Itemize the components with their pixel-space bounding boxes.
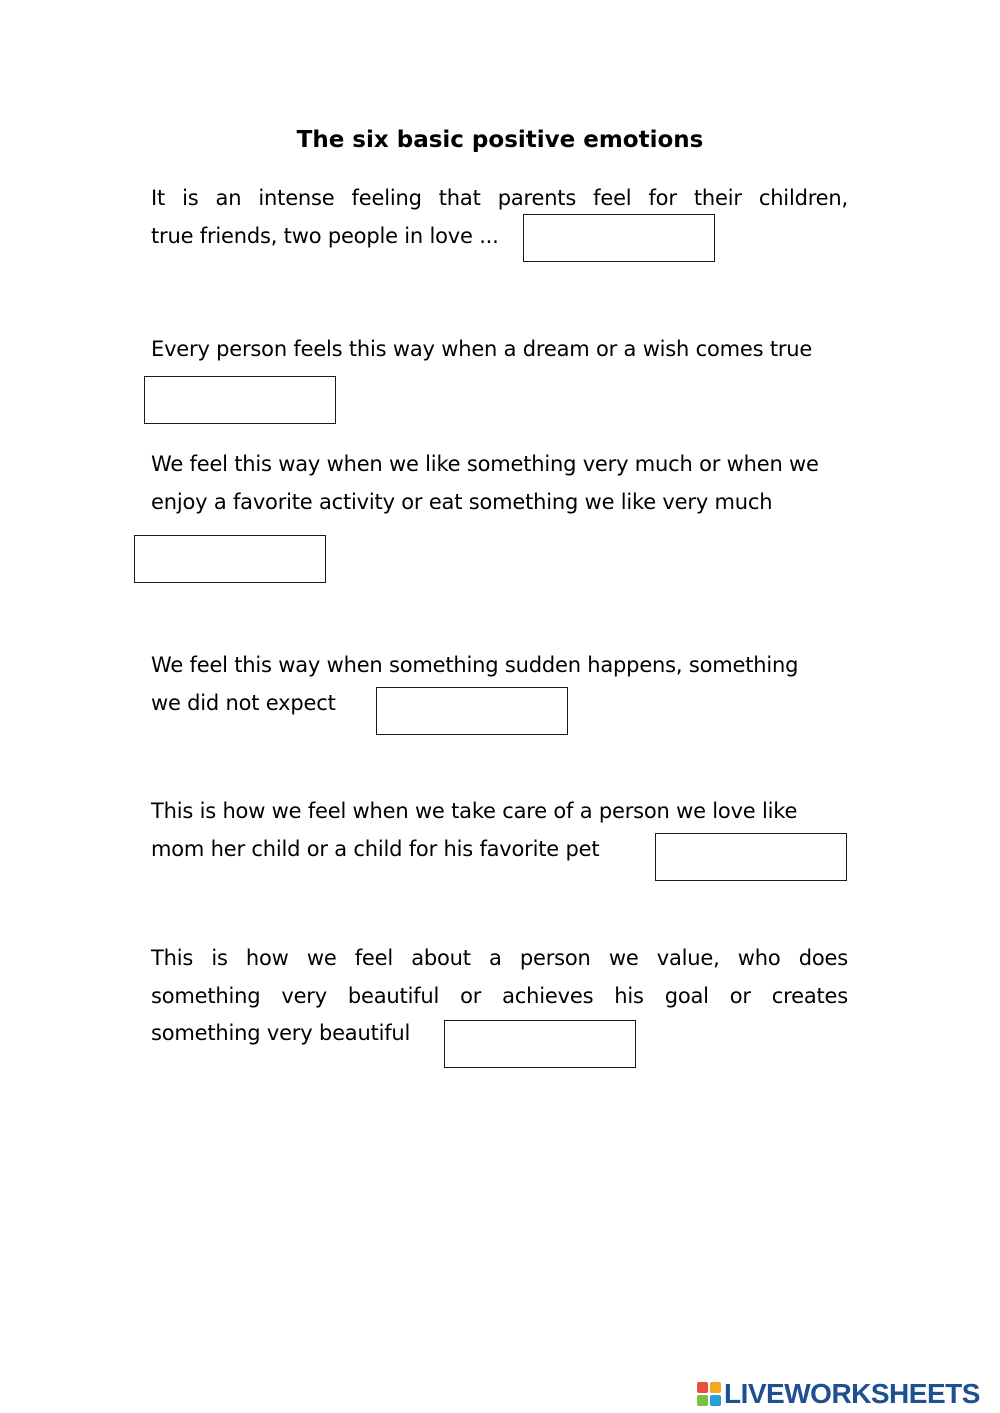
logo-square-green (697, 1395, 708, 1406)
question-3-line-2: enjoy a favorite activity or eat something we like very much (151, 489, 773, 514)
worksheet-title: The six basic positive emotions (296, 127, 704, 153)
question-2-text (151, 331, 848, 369)
question-1-line-1: It is an intense feeling that parents feel for their children, (151, 186, 848, 210)
question-5-line-2: mom her child or a child for his favorite pet (151, 836, 600, 861)
answer-input-5[interactable] (655, 833, 847, 881)
question-4-line-1: We feel this way when something sudden happens, something (151, 653, 799, 677)
logo-brand-text: LIVEWORKSHEETS (724, 1378, 980, 1409)
logo-square-red (697, 1382, 708, 1393)
answer-input-3[interactable] (134, 535, 326, 583)
question-4-line-2: we did not expect (151, 690, 336, 715)
liveworksheets-logo-icon (697, 1382, 721, 1406)
question-6-line-2: something very beautiful or achieves his goal or creates (151, 983, 848, 1008)
question-6-line-3: something very beautiful (151, 1021, 411, 1045)
answer-input-1[interactable] (523, 214, 715, 262)
answer-input-2[interactable] (144, 376, 336, 424)
logo-square-orange (710, 1382, 721, 1393)
question-3-text (151, 446, 848, 521)
logo-square-blue (710, 1395, 721, 1406)
liveworksheets-logo (697, 1378, 980, 1410)
question-1-line-2: true friends, two people in love ... (151, 223, 499, 248)
answer-input-4[interactable] (376, 687, 568, 735)
question-6-line-1: This is how we feel about a person we value, who does (151, 946, 848, 970)
question-5-line-1: This is how we feel when we take care of a person we love like (151, 799, 798, 823)
question-2-line-1: Every person feels this way when a dream or a wish comes true (151, 337, 813, 361)
question-3-line-1: We feel this way when we like something very much or when we (151, 452, 819, 476)
answer-input-6[interactable] (444, 1020, 636, 1068)
question-1-text (151, 180, 848, 255)
